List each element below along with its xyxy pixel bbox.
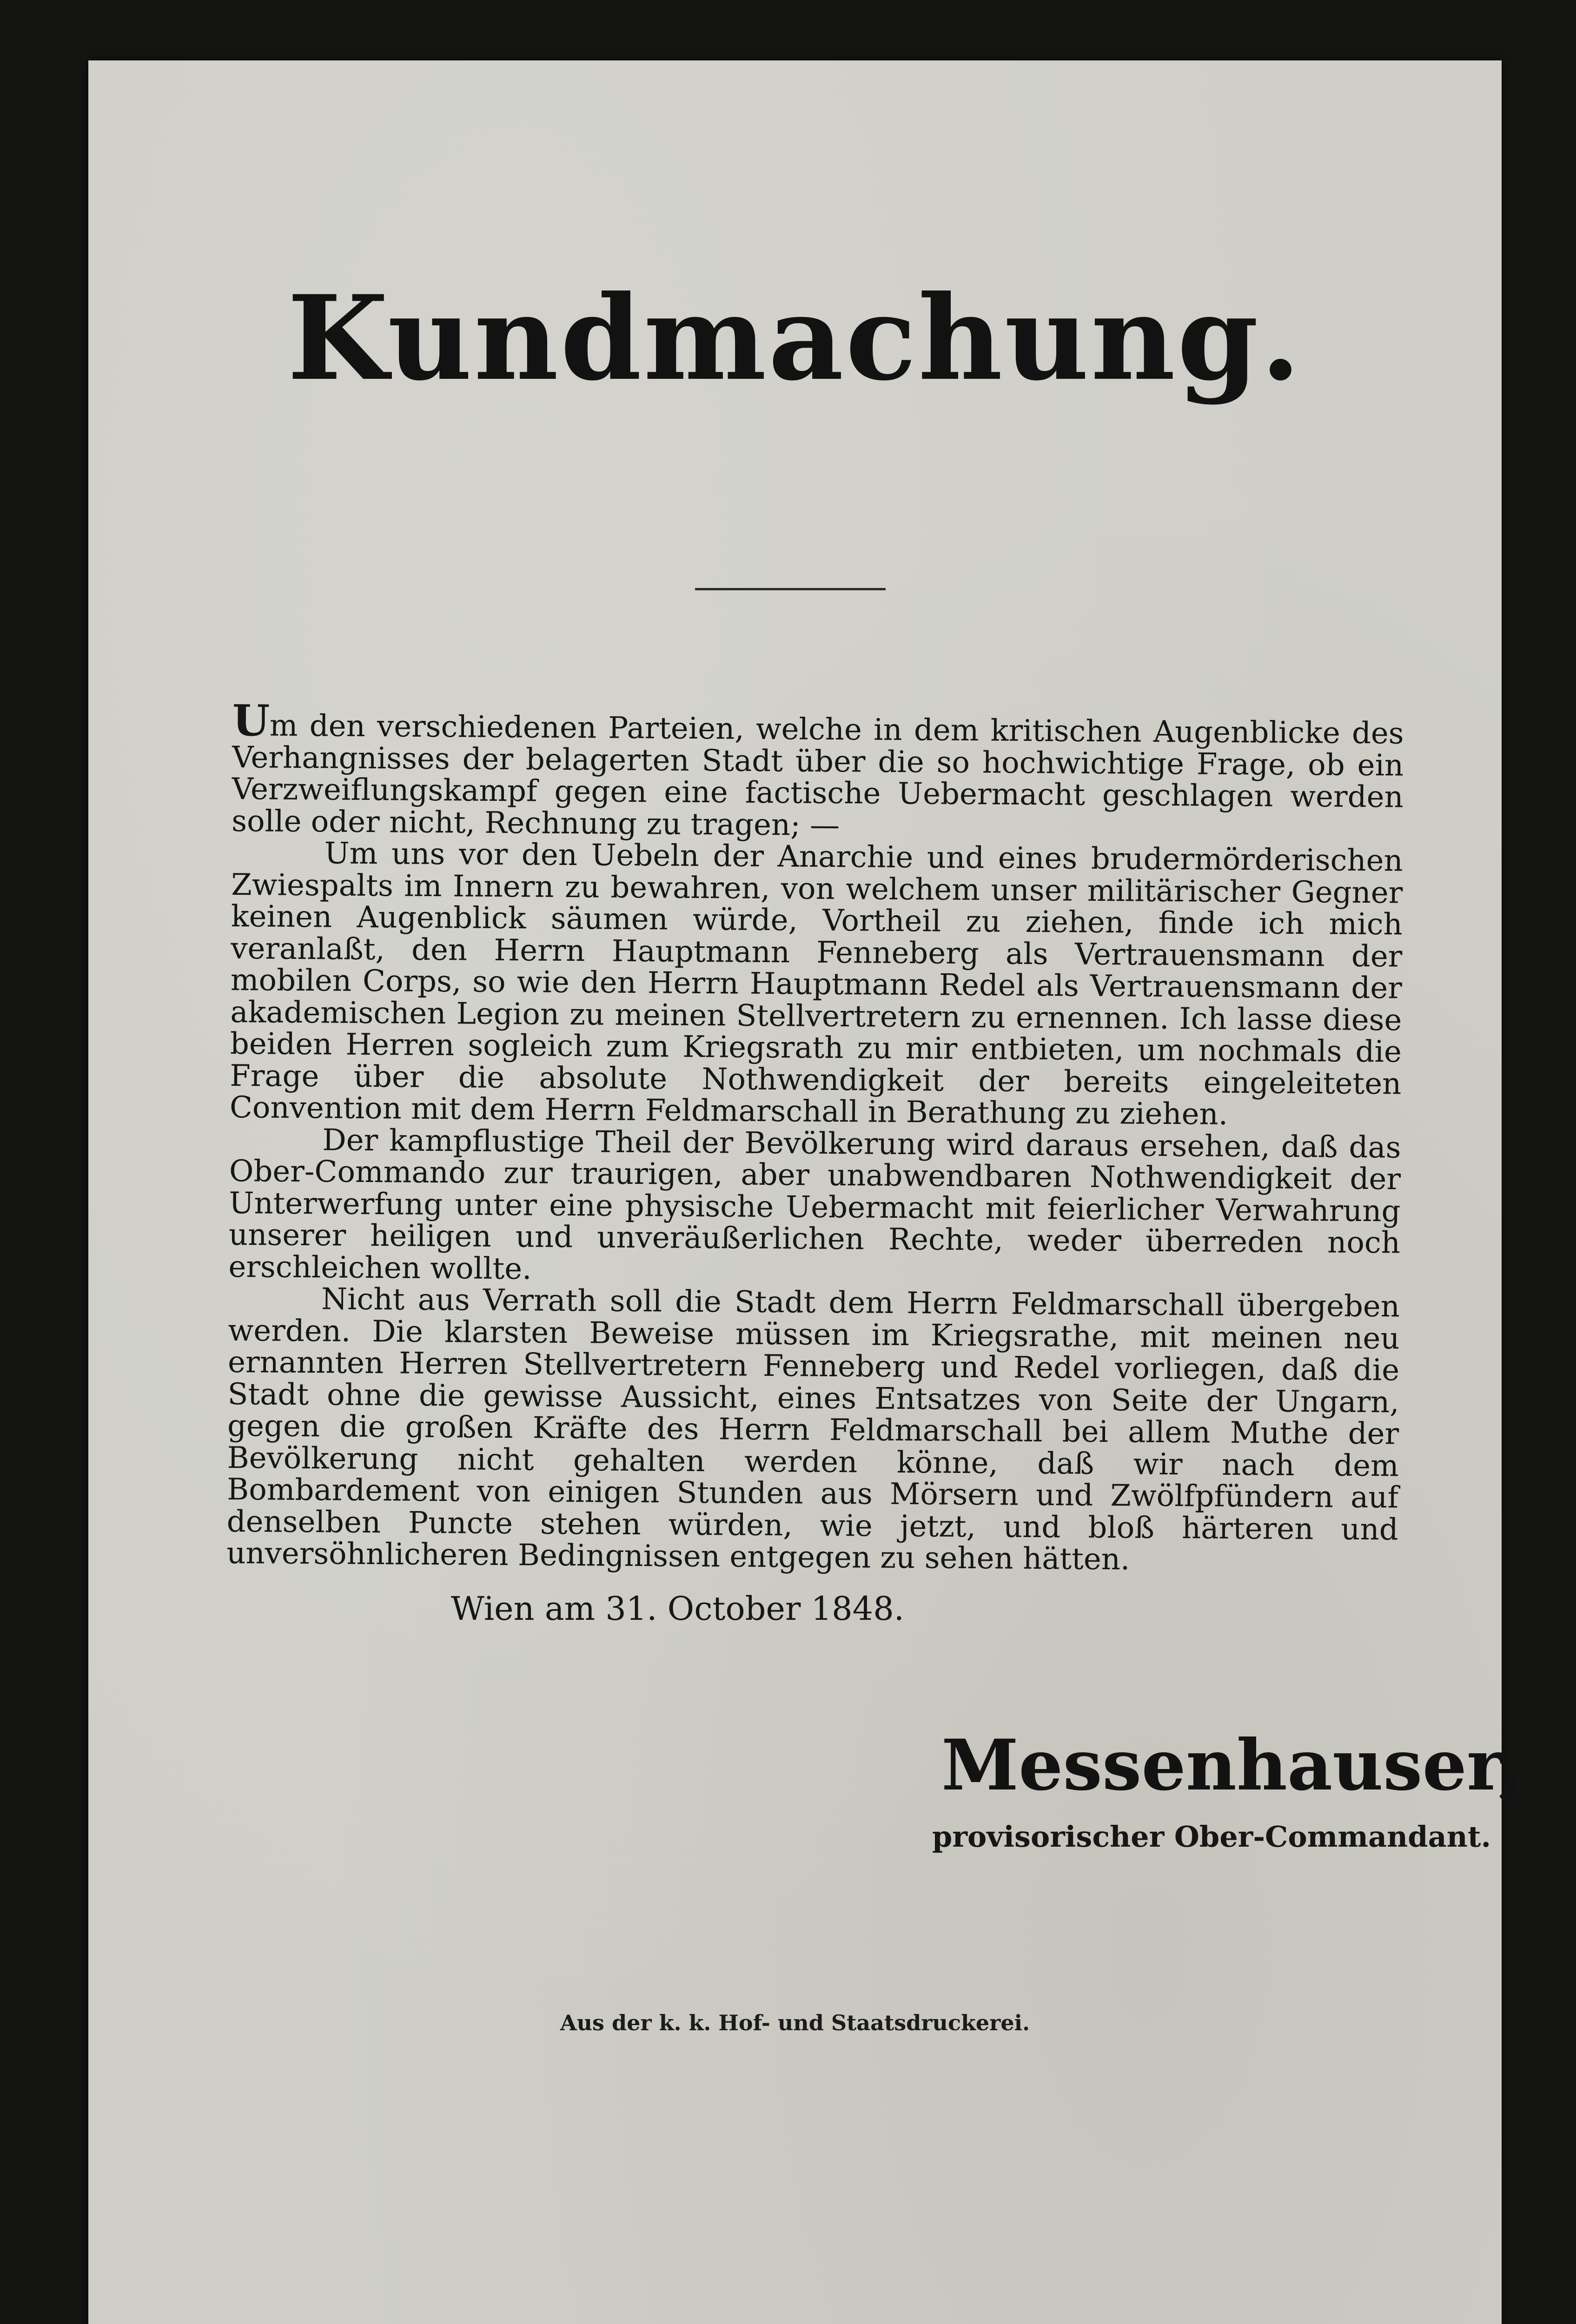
printer-imprint: Aus der k. k. Hof- und Staatsdruckerei. [560, 2010, 1030, 2035]
paragraph-intro [232, 695, 1404, 845]
notice-title: Kundmachung. [287, 270, 1303, 406]
paragraph-three: Der kampflustige Theil der Bevölkerung wird daraus ersehen, daß das Ober-Commando zur traurigen, aber unabwendbaren Nothwendigkeit der Unterwerfung unter eine physische Uebermacht mit feierlicher Verwahrung unserer heiligen und unveräußerlichen Rechte, weder überreden noch erschleichen wollte. [228, 1122, 1401, 1287]
paragraph-four: Nicht aus Verrath soll die Stadt dem Herrn Feldmarschall übergeben werden. Die klarsten Beweise müssen im Kriegsrathe, mit meinen neu ernannten Herren Stellvertretern Fenneberg und Redel vorliegen, daß die Stadt ohne die gewisse Aussicht, eines Entsatzes von Seite der Ungarn, gegen die großen Kräfte des Herrn Feldmarschall bei allem Muthe der Bevölkerung nicht gehalten werden könne, daß wir nach dem Bombardement von einigen Stunden aus Mörsern und Zwölfpfündern auf denselben Puncte stehen würden, wie jetzt, und bloß härteren und unversöhnlicheren Bedingnissen entgegen zu sehen hätten. [226, 1282, 1400, 1577]
notice-body [226, 695, 1404, 1578]
paragraph-intro-text: m den verschiedenen Parteien, welche in dem kritischen Augenblicke des Verhangnisses der belagerten Stadt über die so hochwichtige Frage, ob ein Verzweiflungskampf gegen eine factische Uebermacht geschlagen werden solle oder nicht, Rechnung zu tragen; — [232, 708, 1404, 843]
title-divider [695, 588, 886, 590]
paragraph-two: Um uns vor den Uebeln der Anarchie und eines brudermörderischen Zwiespalts im Innern zu bewahren, von welchem unser militärischer Gegner keinen Augenblick säumen würde, Vortheil zu ziehen, finde ich mich veranlaßt, den Herrn Hauptmann Fenneberg als Vertrauensmann der mobilen Corps, so wie den Herrn Hauptmann Redel als Vertrauensmann der akademischen Legion zu meinen Stellvertretern zu ernennen. Ich lasse diese beiden Herren sogleich zum Kriegsrath zu mir entbieten, um nochmals die Frage über die absolute Nothwendigkeit der bereits eingeleiteten Convention mit dem Herrn Feldmarschall in Berathung zu ziehen. [229, 836, 1403, 1132]
date-line: Wien am 31. October 1848. [451, 1590, 905, 1628]
signer-name: Messenhauser, [941, 1724, 1523, 1806]
poster-sheet [88, 60, 1523, 2324]
signer-role: provisorischer Ober-Commandant. [932, 1820, 1491, 1854]
drop-initial: U [232, 695, 270, 746]
